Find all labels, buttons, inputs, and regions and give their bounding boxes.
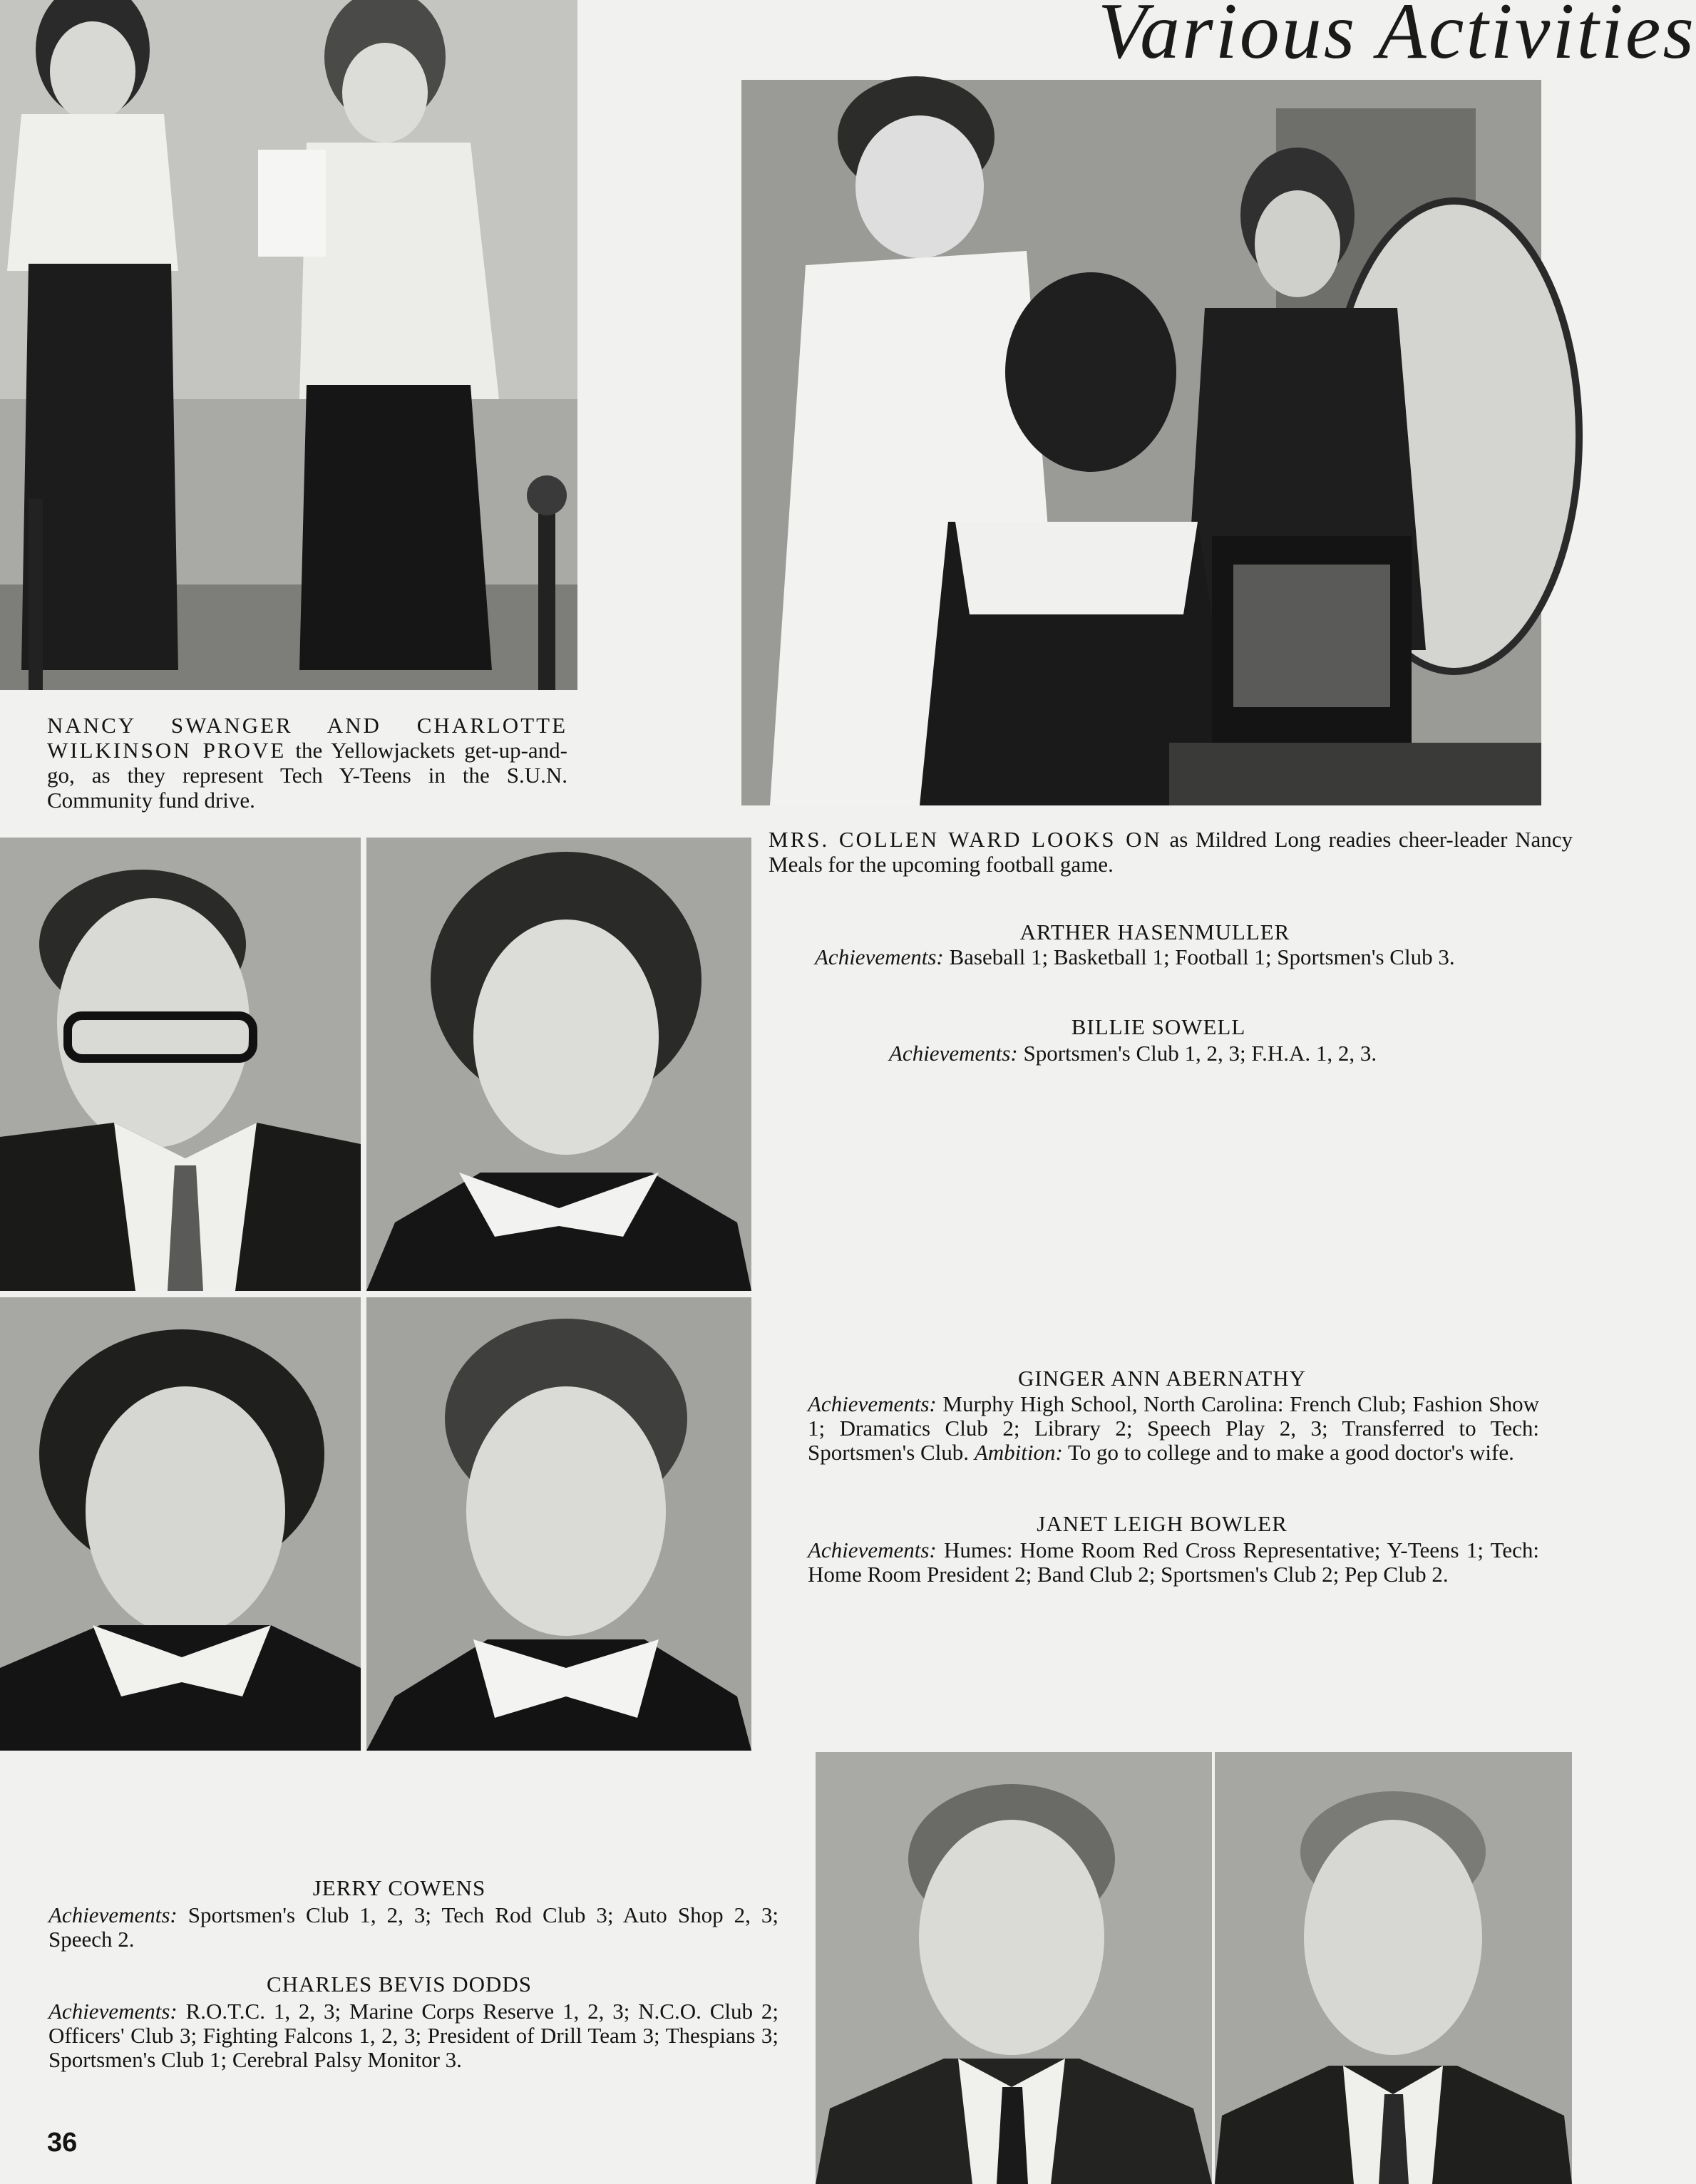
yteens-caption [47, 713, 567, 813]
achievements-text: Murphy High School, North Carolina: French Club; Fashion Show 1; Dramatics Club 2; Library 2; Speech Play 2, 3; Transferred to Tech: Sportsmen's Club. [808, 1391, 1539, 1465]
achievements-billie [889, 1041, 1545, 1066]
senior-name-janet: JANET LEIGH BOWLER [1037, 1511, 1288, 1536]
achievements-text: R.O.T.C. 1, 2, 3; Marine Corps Reserve 1, 2, 3; N.C.O. Club 2; Officers' Club 3; Fighting Falcons 1, 2, 3; President of Drill Team 3; Thespians 3; Sportsmen's Club 1; Cerebral Palsy Monitor 3. [48, 1999, 778, 2072]
senior-name-charles: CHARLES BEVIS DODDS [266, 1972, 533, 1997]
achievements-janet [808, 1538, 1539, 1587]
achievements-jerry [48, 1903, 778, 1952]
page-title: Various Activities [1098, 0, 1696, 76]
cheerleader-caption [769, 827, 1573, 877]
achievements-text: Baseball 1; Basketball 1; Football 1; Sportsmen's Club 3. [943, 944, 1455, 969]
ambition-label: Ambition: [974, 1440, 1063, 1465]
senior-name-ginger: GINGER ANN ABERNATHY [1017, 1366, 1307, 1391]
senior-name-arther: ARTHER HASENMULLER [1019, 920, 1290, 944]
achievements-ginger [808, 1392, 1539, 1465]
cheerleader-caption-lead: MRS. COLLEN WARD LOOKS ON [769, 827, 1162, 852]
achievements-text: Sportsmen's Club 1, 2, 3; F.H.A. 1, 2, 3. [1017, 1041, 1377, 1066]
portrait-ginger-ann-abernathy [0, 1297, 361, 1751]
portrait-arther-hasenmuller [0, 838, 361, 1291]
portrait-janet-leigh-bowler [366, 1297, 751, 1751]
ambition-text: To go to college and to make a good doctor's wife. [1062, 1440, 1514, 1465]
portrait-billie-sowell [366, 838, 751, 1291]
cheerleader-photo [741, 80, 1541, 805]
yteens-photo [0, 0, 577, 690]
achievements-text: Humes: Home Room Red Cross Representative; Y-Teens 1; Tech: Home Room President 2; Band Club 2; Sportsmen's Club 2; Pep Club 2. [808, 1537, 1539, 1587]
achievements-label: Achievements: [815, 944, 944, 969]
achievements-arther [815, 945, 1546, 969]
achievements-label: Achievements: [889, 1041, 1018, 1066]
achievements-label: Achievements: [808, 1537, 937, 1562]
achievements-text: Sportsmen's Club 1, 2, 3; Tech Rod Club 3; Auto Shop 2, 3; Speech 2. [48, 1902, 778, 1952]
portrait-jerry-cowens [816, 1752, 1212, 2184]
achievements-label: Achievements: [48, 1902, 178, 1927]
achievements-charles [48, 1999, 778, 2072]
achievements-label: Achievements: [48, 1999, 178, 2024]
yteens-caption-text: the Yellowjackets get-up-and-go, as they represent Tech Y-Teens in the S.U.N. Community fund drive. [47, 738, 567, 813]
portrait-charles-bevis-dodds [1215, 1752, 1572, 2184]
achievements-label: Achievements: [808, 1391, 937, 1416]
page-number: 36 [47, 2128, 78, 2158]
yteens-caption-lead: NANCY SWANGER AND CHARLOTTE WILKINSON PROVE [47, 713, 567, 763]
senior-name-billie: BILLIE SOWELL [1071, 1014, 1246, 1039]
cheerleader-caption-text: as Mildred Long readies cheer-leader Nancy Meals for the upcoming football game. [769, 827, 1573, 877]
senior-name-jerry: JERRY COWENS [312, 1875, 486, 1900]
